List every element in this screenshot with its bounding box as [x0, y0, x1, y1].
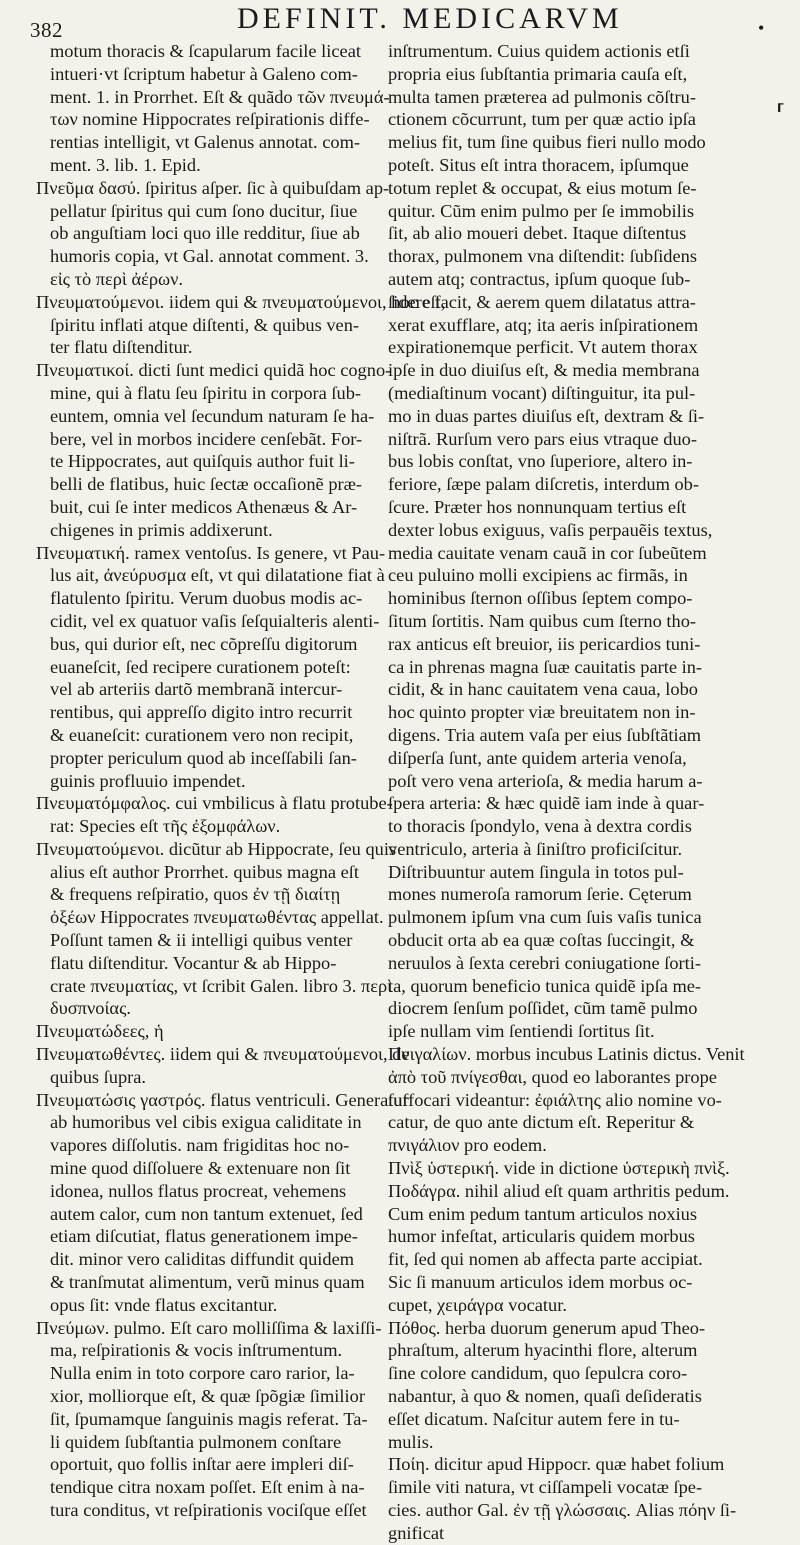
text-line: flatulento ſpiritu. Verum duobus modis ac-: [50, 588, 363, 609]
text-line: xior, molliorque eſt, & quæ ſpõgiæ ſimilior: [50, 1386, 365, 1407]
text-line: Πνευματούμενοι. dicũtur ab Hippocrate, ſeu quis: [36, 838, 397, 859]
right-column: [388, 40, 745, 1545]
text-line: humoris copia, vt Gal. annotat comment. 3.: [50, 246, 369, 267]
text-line: ceu puluino molli excipiens ac firmãs, in: [388, 565, 688, 586]
text-line: cidit, vel ex quatuor vaſis ſeſquialteris alenti-: [50, 610, 380, 631]
text-line: Sic ſi manuum articulos idem morbus oc-: [388, 1272, 693, 1293]
text-line: bus lobis conſtat, vno ſuperiore, altero in-: [388, 451, 693, 472]
text-line: Πνευματούμενοι. iidem qui & πνευματούμενοι, hoc eſt,: [36, 291, 446, 312]
text-line: multa tamen præterea ad pulmonis cõſtru-: [388, 86, 696, 107]
text-line: intueri·vt ſcriptum habetur à Galeno com-: [50, 63, 358, 84]
text-line: ὀξέων Hippocrates πνευματωθέντας appellat.: [50, 907, 384, 928]
text-line: autem calor, cum non tantum extenuet, ſed: [50, 1203, 363, 1224]
text-line: ſidere facit, & aerem quem dilatatus attra-: [388, 291, 696, 312]
text-line: ſcure. Præter hos nonnunquam tertius eſt: [388, 496, 687, 517]
text-line: ma, reſpirationis & vocis inſtrumentum.: [50, 1340, 343, 1361]
text-line: ipſe nullam vim ſentiendi ſortitus ſit.: [388, 1021, 655, 1042]
text-line: Ποδάγρα. nihil aliud eſt quam arthritis pedum.: [388, 1180, 730, 1201]
text-line: ſimile viti natura, vt ciſſampeli vocatæ ſpe-: [388, 1477, 703, 1498]
text-line: humor infeſtat, articularis quidem morbus: [388, 1226, 695, 1247]
text-line: inſtrumentum. Cuius quidem actionis etſi: [388, 41, 690, 61]
text-line: obducit orta ab ea quæ coſtas ſuccingit, &: [388, 930, 695, 951]
text-line: vapores diſſolutis. nam frigiditas hoc no-: [50, 1135, 350, 1156]
text-line: rax anticus eſt breuior, iis pericardios tuni-: [388, 633, 701, 654]
text-line: ſpiritu inflati atque diſtenti, & quibus ven-: [50, 314, 360, 335]
text-line: guinis profluuio impendet.: [50, 770, 246, 791]
margin-dot-mark: •: [758, 18, 765, 38]
text-line: εἰς τὸ περὶ ἀέρων.: [50, 268, 184, 289]
text-line: propria eius ſubſtantia primaria cauſa eſt,: [388, 63, 688, 84]
text-line: Diſtribuuntur autem ſingula in totos pul-: [388, 861, 684, 882]
text-line: catur, de quo ante dictum eſt. Reperitur &: [388, 1112, 695, 1133]
text-line: ſine colore candidum, quo ſepulcra coro-: [388, 1363, 688, 1384]
text-line: chigenes in primis addixerunt.: [50, 519, 273, 540]
text-line: mo in duas partes diuiſus eſt, dextram & ſi-: [388, 405, 705, 426]
text-line: Πνευματική. ramex ventoſus. Is genere, vt Pau-: [36, 542, 386, 563]
text-line: totum replet & occupat, & eius motum ſe-: [388, 177, 697, 198]
text-line: ſitum ſortitis. Nam quibus cum ſterno tho-: [388, 610, 697, 631]
text-line: rentias intelligit, vt Galenus annotat. com-: [50, 132, 361, 153]
running-title: DEFINIT. MEDICARVM: [237, 2, 623, 35]
text-line: cidit, & in hanc cauitatem vena caua, lobo: [388, 679, 698, 700]
text-line: ſuffocari videantur: ἐφιάλτης alio nomine vo-: [388, 1089, 722, 1110]
text-line: mine quod diſſoluere & extenuare non ſit: [50, 1158, 351, 1179]
text-line: motum thoracis & ſcapularum facile liceat: [50, 41, 361, 61]
text-line: poſt vero vena arterioſa, & media harum a-: [388, 770, 703, 791]
text-line: idonea, nullos flatus procreat, vehemens: [50, 1180, 347, 1201]
text-line: autem atq; contractus, ipſum quoque ſub-: [388, 268, 691, 289]
text-line: gnificat: [388, 1522, 445, 1543]
text-line: tura conditus, vt reſpirationis vociſque eſſet: [50, 1500, 367, 1520]
text-line: lus ait, ἀνεύρυσμα eſt, vt qui dilatatione fiat à: [50, 565, 385, 586]
text-line: ſpera arteria: & hæc quidẽ iam inde à quar-: [388, 793, 705, 814]
text-line: mulis.: [388, 1431, 434, 1452]
text-line: poteſt. Situs eſt intra thoracem, ipſumque: [388, 154, 689, 175]
text-line: Nulla enim in toto corpore caro rarior, la-: [50, 1363, 355, 1384]
page-header: [22, 2, 792, 40]
text-line: Πνευματωθέντες. iidem qui & πνευματούμενοι, de: [36, 1044, 410, 1065]
text-line: flatu diſtenditur. Vocantur & ab Hippo-: [50, 952, 337, 973]
text-line: των nomine Hippocrates reſpirationis diffe-: [50, 109, 370, 130]
text-line: ter flatu diſtenditur.: [50, 337, 193, 358]
text-line: rentibus, qui appreſſo digito intro recurrit: [50, 702, 353, 723]
text-line: rat: Species eſt τῆς ἐξομφάλων.: [50, 816, 281, 837]
text-line: neruulos à ſexta cerebri coniugatione ſorti-: [388, 952, 702, 973]
text-line: oportuit, quo follis inſtar aere impleri diſ-: [50, 1454, 354, 1475]
text-line: Πνευματόμφαλος. cui vmbilicus à flatu protube-: [36, 793, 393, 814]
text-line: etiam diſcutiat, flatus generationem impe-: [50, 1226, 358, 1247]
text-line: Cum enim pedum tantum articulos noxius: [388, 1203, 698, 1224]
text-line: diſperſa ſunt, ante quidem arteria venoſa,: [388, 747, 687, 768]
text-line: cupet, χειράγρα vocatur.: [388, 1294, 567, 1315]
text-line: xerat exufflare, atq; ita aeris inſpirationem: [388, 314, 699, 335]
text-line: ment. 1. in Prorrhet. Eſt & quãdo τῶν πνευμά-: [50, 86, 390, 107]
text-line: dexter lobus exiguus, vaſis perpauẽis textus,: [388, 519, 713, 540]
text-line: mine, qui à flatu ſeu ſpiritu in corpora ſub-: [50, 382, 362, 403]
text-line: belli de flatibus, huic ſectæ occaſionẽ præ-: [50, 474, 363, 495]
text-line: ventriculo, arteria à ſiniſtro proficiſcitur.: [388, 838, 683, 859]
text-line: Πνεῦμα δασύ. ſpiritus aſper. ſic à quibuſdam ap-: [36, 177, 390, 198]
text-line: & tranſmutat alimentum, verũ minus quam: [50, 1272, 365, 1293]
text-line: media cauitate venam cauã in cor ſubeũtem: [388, 542, 707, 563]
text-line: quitur. Cũm enim pulmo per ſe immobilis: [388, 200, 694, 221]
text-line: eſſet dicatum. Naſcitur autem fere in tu-: [388, 1408, 680, 1429]
text-line: nabantur, à quo & nomen, quaſi deſideratis: [388, 1386, 702, 1407]
text-line: cies. author Gal. ἐν τῇ γλώσσαις. Alias πόην ſi-: [388, 1500, 737, 1520]
text-line: propter periculum quod ab inceſſabili ſan-: [50, 747, 357, 768]
text-line: to thoracis ſpondylo, vena à dextra cordis: [388, 816, 692, 837]
text-line: ab humoribus vel cibis exigua caliditate in: [50, 1112, 362, 1133]
text-line: (mediaſtinum vocant) diſtinguitur, ita pul-: [388, 382, 696, 403]
text-line: quibus ſupra.: [50, 1066, 147, 1087]
text-line: buit, cui ſe inter medicos Athenæus & Ar-: [50, 496, 358, 517]
text-line: pulmonem ipſum vna cum ſuis vaſis tunica: [388, 907, 702, 928]
text-line: ſit, ſpumamque ſanguinis magis referat. Ta-: [50, 1408, 368, 1429]
text-line: Πνευματώδεες, ἡ: [36, 1021, 164, 1042]
text-line: digens. Tria autem vaſa per eius ſubſtãtiam: [388, 724, 702, 745]
text-line: Πνεύμων. pulmo. Eſt caro molliſſima & laxiſſi-: [36, 1317, 382, 1338]
margin-bracket-mark: ⸢: [776, 102, 786, 128]
text-line: vel ab arteriis dartõ membranã intercur-: [50, 679, 343, 700]
text-line: bus, qui durior eſt, nec cõpreſſu digitorum: [50, 633, 358, 654]
text-line: ipſe in duo diuiſus eſt, & media membrana: [388, 360, 700, 381]
text-line: fit, ſed qui nomen ab affecta parte accipiat.: [388, 1249, 703, 1270]
text-line: li quidem ſubſtantia pulmonem conſtare: [50, 1431, 342, 1452]
text-line: feriore, ſæpe palam diſcretis, interdum ob-: [388, 474, 700, 495]
text-line: thorax, pulmonem vna diſtendit: ſubſidens: [388, 246, 698, 267]
text-line: Poſſunt tamen & ii intelligi quibus venter: [50, 930, 353, 951]
text-line: ſit, ab alio moueri debet. Itaque diſtentus: [388, 223, 687, 244]
text-line: πνιγάλιον pro eodem.: [388, 1135, 547, 1156]
text-line: Πόθος. herba duorum generum apud Theo-: [388, 1317, 706, 1338]
text-line: Πνευματώσις γαστρός. flatus ventriculi. Generatur: [36, 1089, 409, 1110]
text-line: expirationemque perficit. Vt autem thorax: [388, 337, 698, 358]
text-line: opus ſit: vnde flatus excitantur.: [50, 1294, 278, 1315]
text-line: te Hippocrates, aut quiſquis author fuit li-: [50, 451, 355, 472]
text-line: diocrem ſenſum poſſidet, cũm tamẽ pulmo: [388, 998, 698, 1019]
text-line: hominibus ſternon oſſibus ſeptem compo-: [388, 588, 693, 609]
text-line: phraſtum, alterum hyacinthi flore, alterum: [388, 1340, 698, 1361]
text-line: Πνιγαλίων. morbus incubus Latinis dictus. Venit: [388, 1044, 745, 1065]
text-line: ctionem cõcurrunt, tum per quæ actio ipſa: [388, 109, 696, 130]
text-line: Πνευματικοί. dicti ſunt medici quidã hoc cogno-: [36, 360, 392, 381]
text-line: alius eſt author Prorrhet. quibus magna eſt: [50, 861, 359, 882]
text-line: pellatur ſpiritus qui cum ſono ducitur, ſiue: [50, 200, 358, 221]
text-line: melius fit, tum ſine quibus fieri nullo modo: [388, 132, 706, 153]
text-line: & euaneſcit: curationem vero non recipit,: [50, 724, 354, 745]
text-line: ca in phrenas magna ſuæ cauitatis parte in-: [388, 656, 703, 677]
text-line: hoc quinto propter viæ breuitatem non in-: [388, 702, 696, 723]
text-line: bere, vel in morbos incidere cenſebãt. For-: [50, 428, 363, 449]
text-line: euaneſcit, ſed recipere curationem poteſt:: [50, 656, 351, 677]
text-line: ob anguſtiam loci quo ille redditur, ſiue ab: [50, 223, 360, 244]
page-number: 382: [30, 18, 63, 42]
text-line: & frequens reſpiratio, quos ἐν τῇ διαίτῃ: [50, 884, 341, 905]
text-line: crate πνευματίας, vt ſcribit Galen. libro 3. περὶ: [50, 975, 393, 996]
text-line: ta, quorum beneficio tunica quidẽ ipſa me-: [388, 975, 702, 996]
text-line: ment. 3. lib. 1. Epid.: [50, 154, 201, 175]
text-line: δυσπνοίας.: [50, 998, 131, 1019]
text-line: Πνὶξ ὑστερική. vide in dictione ὑστερικὴ πνὶξ.: [388, 1158, 730, 1179]
text-line: mones numeroſa ramorum ſerie. Cęterum: [388, 884, 692, 905]
text-line: ἀπὸ τοῦ πνίγεσθαι, quod eo laborantes prope: [388, 1066, 717, 1087]
text-line: niſtrã. Rurſum vero pars eius vtraque duo-: [388, 428, 697, 449]
text-line: dit. minor vero caliditas diffundit quidem: [50, 1249, 355, 1270]
text-line: euntem, omnia vel ſecundum naturam ſe ha-: [50, 405, 375, 426]
text-line: tendique citra noxam poſſet. Eſt enim à na-: [50, 1477, 365, 1498]
text-line: Ποίη. dicitur apud Hippocr. quæ habet folium: [388, 1454, 725, 1475]
